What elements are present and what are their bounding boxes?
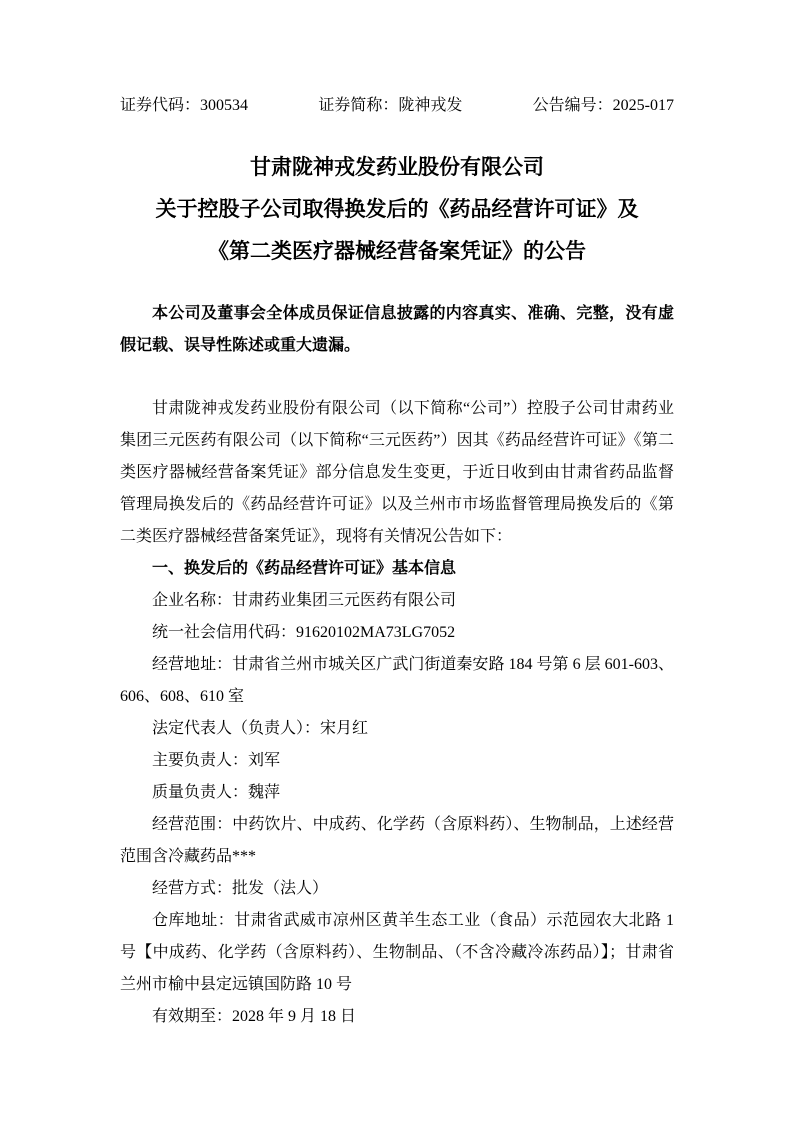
credit-code-line: 统一社会信用代码：91620102MA73LG7052: [152, 624, 456, 641]
warehouse-address-line: 仓库地址：甘肃省武威市凉州区黄羊生态工业（食品）示范园农大北路 1 号【中成药、化学药（含原料药）、生物制品、（不含冷藏冷冻药品）】；甘肃省兰州市榆中县定远镇国防路 10 号: [120, 912, 674, 993]
business-address-line: 经营地址：甘肃省兰州市城关区广武门街道秦安路 184 号第 6 层 601-603、606、608、610 室: [120, 656, 674, 705]
title-subject-line2: 《第二类医疗器械经营备案凭证》的公告: [208, 239, 586, 263]
main-principal-line: 主要负责人：刘军: [152, 752, 281, 769]
securities-header: [120, 96, 674, 116]
business-mode-line: 经营方式：批发（法人）: [152, 880, 329, 897]
section1-heading: 一、换发后的《药品经营许可证》基本信息: [152, 560, 457, 577]
quality-principal-line: 质量负责人：魏萍: [152, 784, 281, 801]
legal-representative-line: 法定代表人（负责人）：宋月红: [152, 720, 369, 737]
business-scope-line: 经营范围：中药饮片、中成药、化学药（含原料药）、生物制品，上述经营范围含冷藏药品***: [120, 816, 674, 865]
announcement-body: [120, 393, 674, 1033]
enterprise-name-line: 企业名称：甘肃药业集团三元医药有限公司: [152, 592, 457, 609]
stock-code: 证券代码：300534: [120, 97, 249, 114]
document-title: [120, 146, 674, 272]
title-company-name: 甘肃陇神戎发药业股份有限公司: [250, 155, 544, 179]
title-subject-line1: 关于控股子公司取得换发后的《药品经营许可证》及: [155, 197, 639, 221]
board-disclaimer: 本公司及董事会全体成员保证信息披露的内容真实、准确、完整，没有虚假记载、误导性陈述或重大遗漏。: [120, 305, 674, 354]
stock-abbr: 证券简称：陇神戎发: [318, 97, 463, 114]
announcement-number: 公告编号：2025-017: [532, 97, 674, 114]
intro-paragraph: 甘肃陇神戎发药业股份有限公司（以下简称“公司”）控股子公司甘肃药业集团三元医药有限公司（以下简称“三元医药”）因其《药品经营许可证》《第二类医疗器械经营备案凭证》部分信息发生变更，于近日收到由甘肃省药品监督管理局换发后的《药品经营许可证》以及兰州市市场监督管理局换发后的《第二类医疗器械经营备案凭证》，现将有关情况公告如下：: [120, 400, 674, 545]
validity-date-line: 有效期至：2028 年 9 月 18 日: [152, 1008, 357, 1025]
